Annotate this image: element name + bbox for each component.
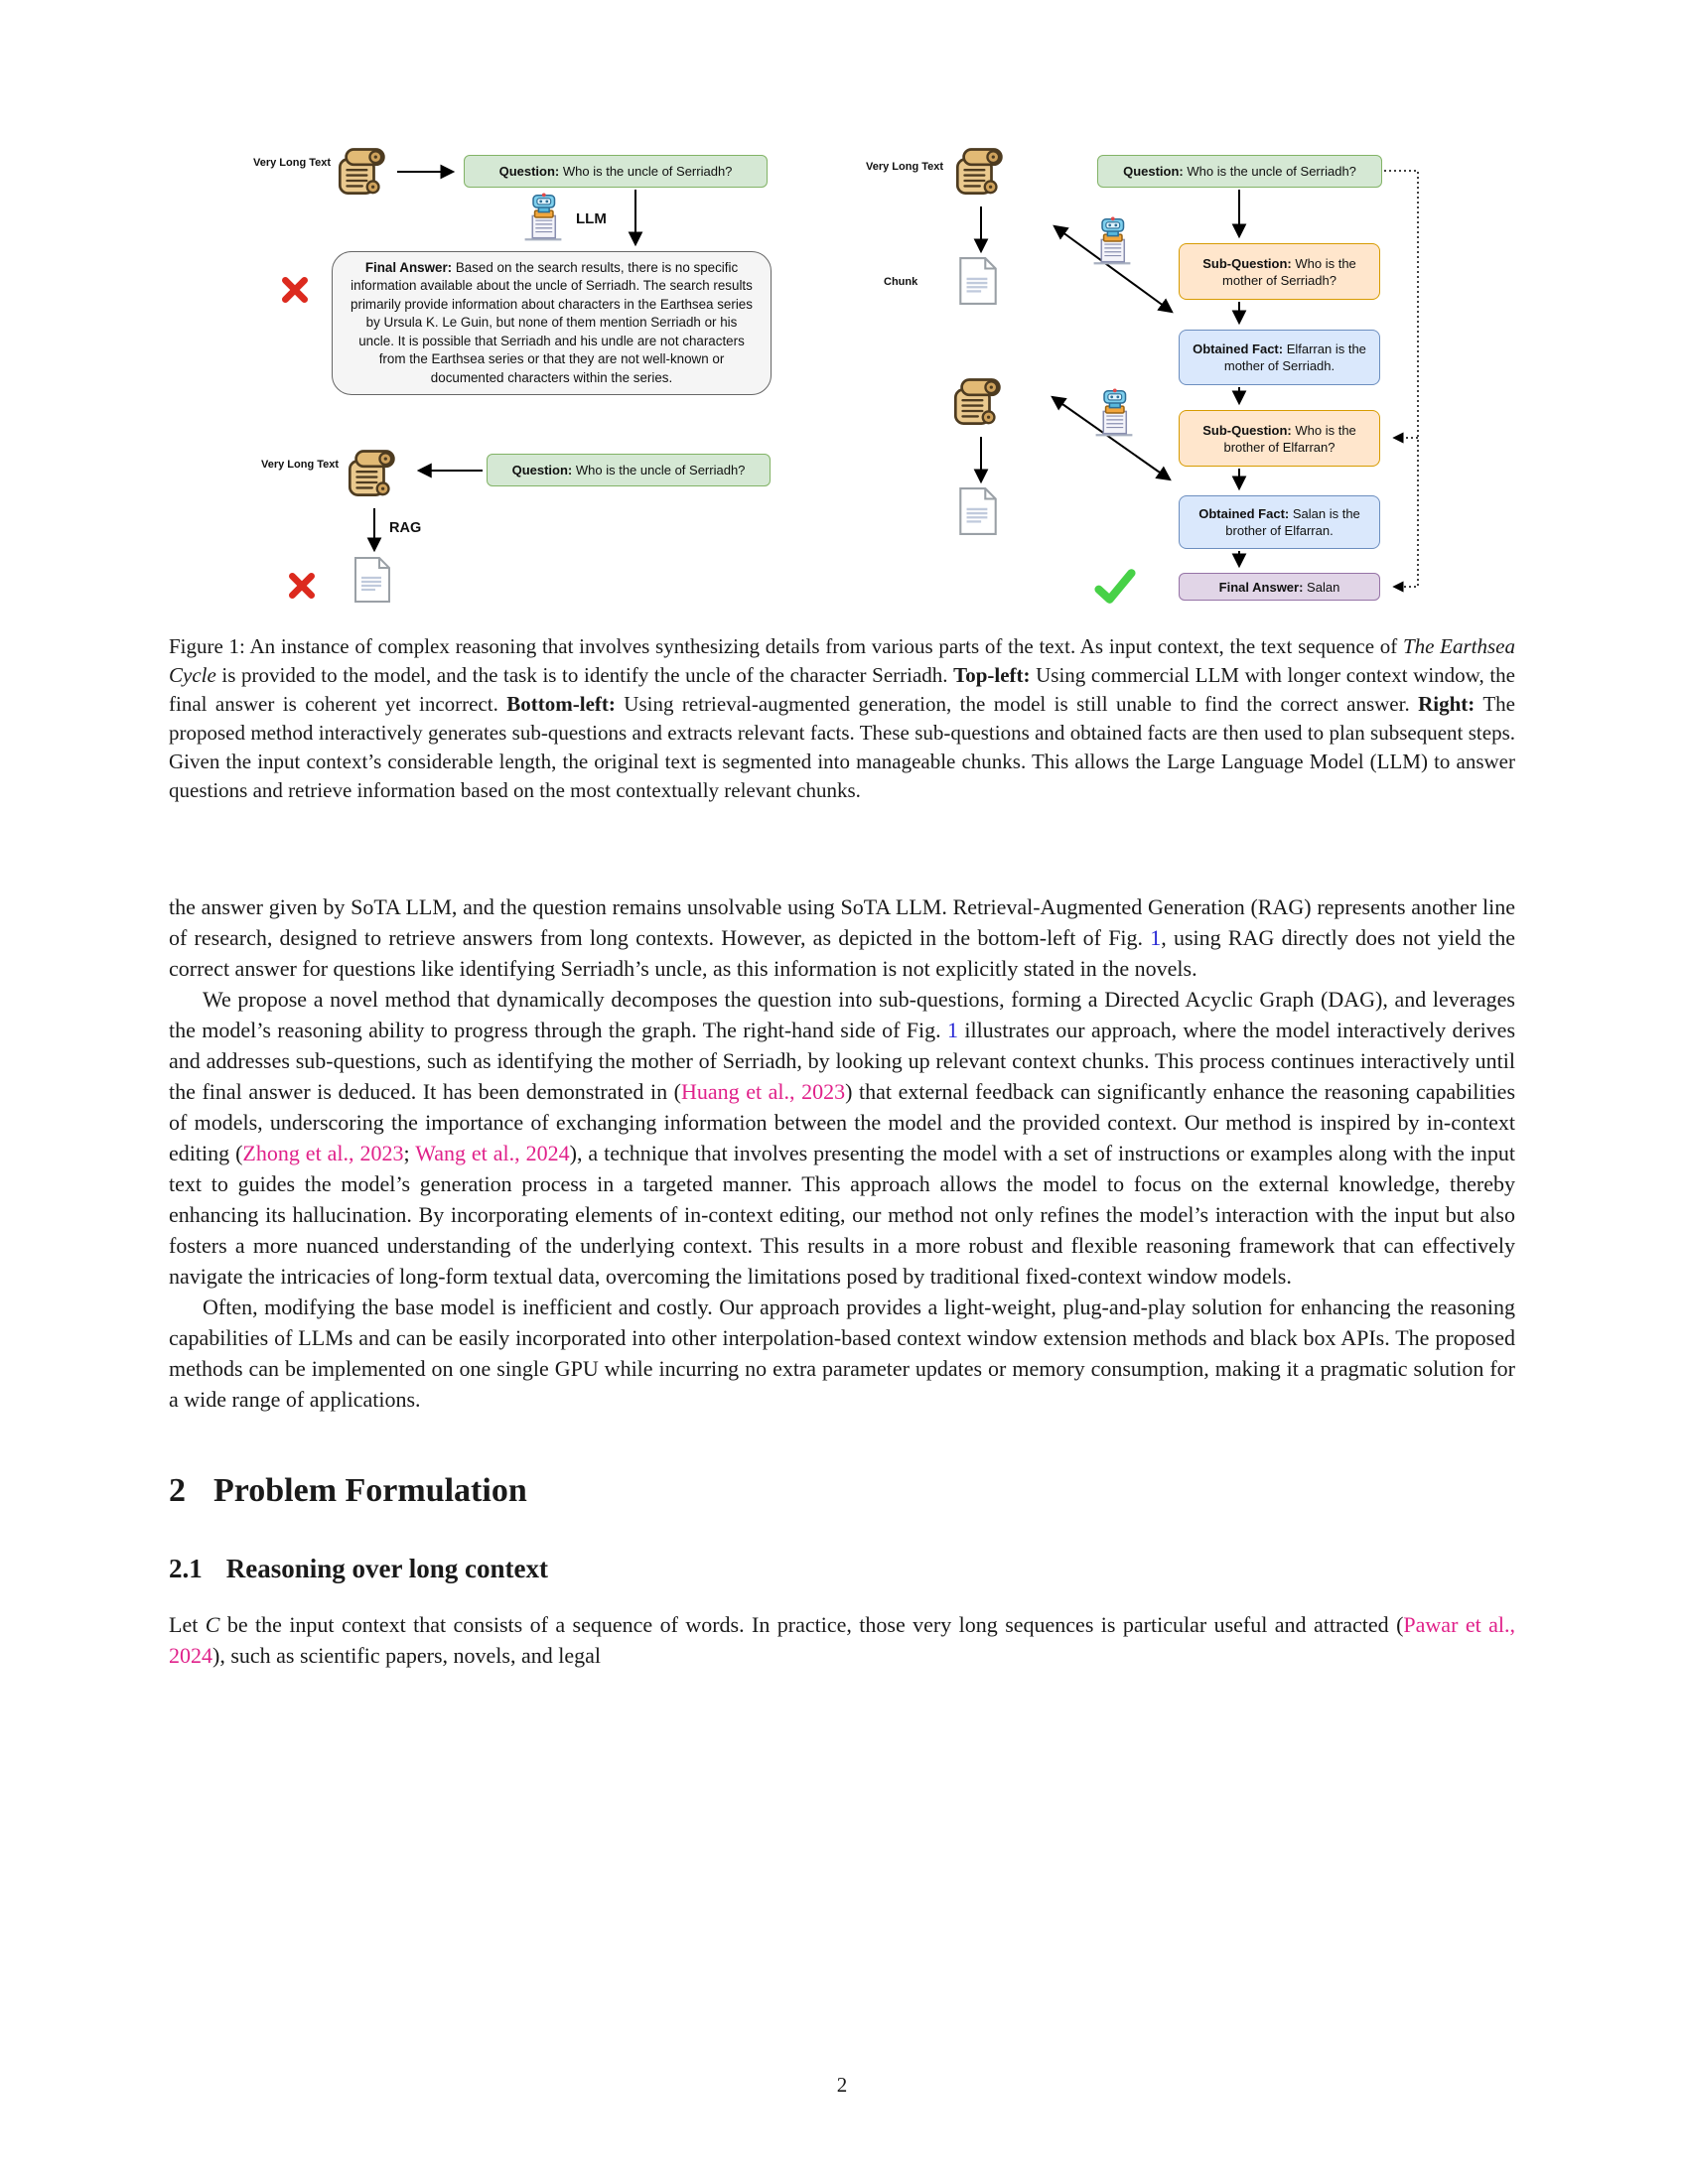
caption-text: The proposed method interactively generates sub-questions and extracts relevant facts. These sub-questions and obtained facts are then used to plan subsequent steps. Given the input context’s considerable length, the original text is segmented into manageable chunks. This allows the Large Language Model (LLM) to answer questions and retrieve information based on the most contextually relevant chunks. [169, 692, 1515, 802]
wrong-answer-cross-icon [279, 274, 311, 306]
llm-label: LLM [576, 210, 607, 227]
question-box-llm [464, 155, 768, 188]
obtained-fact-2-box [1179, 495, 1380, 549]
math-variable: C [205, 1612, 220, 1637]
sub-question-1-text: Who is the mother of Serriadh? [1222, 255, 1356, 288]
chunk-document-icon [957, 256, 999, 306]
subsection-title: Reasoning over long context [225, 1554, 548, 1583]
retrieved-document-icon [352, 556, 392, 604]
section-heading [169, 1469, 1515, 1513]
paragraph-text: illustrates our approach, where the model interactively derives and addresses sub-questions, such as identifying the mother of Serriadh, by looking up relevant context chunks. This process continues interactively until the final answer is deduced. It has been demonstrated in ( [169, 1018, 1516, 1104]
figure-1-caption [169, 632, 1515, 805]
scroll-icon [951, 145, 1005, 199]
figure-1-diagram [0, 99, 1688, 615]
body-paragraph-2 [169, 984, 1515, 1292]
section-title: Problem Formulation [213, 1472, 527, 1509]
fact-prefix: Obtained Fact: [1198, 506, 1290, 521]
paragraph-text: Let [169, 1612, 206, 1637]
scroll-icon [344, 447, 397, 500]
question-prefix: Question: [498, 164, 560, 179]
llm-robot-icon [1091, 388, 1137, 438]
section-number: 2 [169, 1472, 186, 1509]
subsection-number: 2.1 [169, 1554, 203, 1583]
llm-robot-icon [1089, 216, 1135, 266]
question-box-proposed [1097, 155, 1382, 188]
figure-connector-arrows [0, 99, 1688, 615]
scroll-icon [949, 375, 1003, 429]
rag-label: RAG [389, 520, 422, 536]
citation-link-zhong-2023[interactable]: Zhong et al., 2023 [242, 1141, 404, 1165]
citation-link-wang-2024[interactable]: Wang et al., 2024 [415, 1141, 570, 1165]
citation-link-huang-2023[interactable]: Huang et al., 2023 [680, 1079, 846, 1104]
caption-text: Figure 1: An instance of complex reasoning that involves synthesizing details from various parts of the text. As input context, the text sequence of [169, 634, 1403, 658]
text-column [169, 632, 1515, 1671]
sub-question-2-text: Who is the brother of Elfarran? [1223, 422, 1356, 455]
question-prefix: Question: [511, 463, 573, 478]
sub-question-2-box [1179, 410, 1380, 467]
caption-book-title: The Earthsea Cycle [169, 634, 1515, 687]
caption-bottom-left-label: Bottom-left: [506, 692, 616, 716]
paragraph-text: , using RAG directly does not yield the correct answer for questions like identifying Serriadh’s uncle, as this information is not explicitly stated in the novels. [169, 925, 1515, 981]
paragraph-text: the answer given by SoTA LLM, and the question remains unsolvable using SoTA LLM. Retrieval-Augmented Generation (RAG) represents another line of research, designed to retrieve answers from long contexts. However, as depicted in the bottom-left of Fig. [169, 894, 1515, 950]
final-answer-prefix: Final Answer: [1218, 579, 1304, 595]
paragraph-text: be the input context that consists of a sequence of words. In practice, those very long sequences is particular useful and attracted ( [219, 1612, 1404, 1637]
fact-prefix: Obtained Fact: [1193, 341, 1284, 356]
body-paragraph-1 [169, 891, 1515, 984]
question-prefix: Question: [1123, 164, 1184, 179]
sub-question-prefix: Sub-Question: [1202, 422, 1292, 438]
question-text: Who is the uncle of Serriadh? [559, 164, 733, 179]
caption-text: Using commercial LLM with longer context window, the final answer is coherent yet incorrect. [169, 663, 1515, 716]
paragraph-text: ) that external feedback can significantly enhance the reasoning capabilities of models, underscoring the importance of exchanging information between the model and the provided context. Our method is inspired by in-context editing ( [169, 1079, 1516, 1165]
final-answer-prefix: Final Answer: [364, 259, 453, 275]
caption-text: is provided to the model, and the task is to identify the uncle of the character Serriadh. [215, 663, 954, 687]
scroll-icon [334, 145, 387, 199]
llm-robot-icon [520, 193, 566, 242]
fact-1-text: Elfarran is the mother of Serriadh. [1223, 341, 1366, 373]
sub-question-prefix: Sub-Question: [1202, 255, 1292, 271]
very-long-text-label: Very Long Text [261, 459, 340, 471]
question-text: Who is the uncle of Serriadh? [1183, 164, 1356, 179]
question-text: Who is the uncle of Serriadh? [572, 463, 746, 478]
citation-link-pawar-2024[interactable]: Pawar et al., 2024 [169, 1612, 1515, 1668]
body-paragraph-4 [169, 1609, 1515, 1671]
caption-right-label: Right: [1418, 692, 1476, 716]
llm-final-answer-box [332, 251, 772, 395]
page-number: 2 [836, 2073, 848, 2097]
figure-reference-link[interactable]: 1 [1150, 925, 1162, 950]
final-answer-text: Salan [1303, 579, 1340, 595]
very-long-text-label: Very Long Text [253, 157, 332, 169]
caption-top-left-label: Top-left: [953, 663, 1031, 687]
obtained-fact-1-box [1179, 330, 1380, 385]
paragraph-text: ), such as scientific papers, novels, and legal [212, 1643, 601, 1668]
very-long-text-label: Very Long Text [866, 161, 944, 173]
caption-text: Using retrieval-augmented generation, the model is still unable to find the correct answer. [615, 692, 1419, 716]
wrong-answer-cross-icon [286, 570, 318, 602]
paragraph-text: ; [403, 1141, 416, 1165]
correct-answer-check-icon [1094, 568, 1136, 606]
figure-reference-link[interactable]: 1 [947, 1018, 959, 1042]
sub-question-1-box [1179, 243, 1380, 300]
chunk-label: Chunk [884, 276, 918, 288]
paragraph-text: ), a technique that involves presenting the model with a set of instructions or examples along with the input text to guides the model’s generation process in a targeted manner. This approach allows the model to focus on the external knowledge, thereby enhancing its hallucination. By incorporating elements of in-context editing, our method not only refines the model’s interaction with the input but also fosters a more nuanced understanding of the underlying context. This results in a more robust and flexible reasoning framework that can effectively navigate the intricacies of long-form textual data, overcoming the limitations posed by traditional fixed-context window models. [169, 1141, 1515, 1289]
paragraph-text: We propose a novel method that dynamically decomposes the question into sub-questions, forming a Directed Acyclic Graph (DAG), and leverages the model’s reasoning ability to progress through the graph. The right-hand side of Fig. [169, 987, 1515, 1042]
final-answer-text: Based on the search results, there is no specific information available about the uncle of Serriadh. The search results primarily provide information about characters in the Earthsea series by Ursula K. Le Guin, but none of them mention Serriadh or his uncle. It is possible that Serriadh and his undle are not characters from the Earthsea series or that they are not well-known or documented characters within the series. [351, 259, 753, 385]
question-box-rag [487, 454, 771, 486]
final-answer-box [1179, 573, 1380, 601]
body-paragraph-3: Often, modifying the base model is inefficient and costly. Our approach provides a light-weight, plug-and-play solution for enhancing the reasoning capabilities of LLMs and can be easily incorporated into other interpolation-based context window extension methods and black box APIs. The proposed methods can be implemented on one single GPU while incurring no extra parameter updates or memory consumption, making it a pragmatic solution for a wide range of applications. [169, 1295, 1515, 1412]
chunk-document-icon [957, 486, 999, 536]
subsection-heading [169, 1551, 1515, 1586]
fact-2-text: Salan is the brother of Elfarran. [1225, 506, 1360, 538]
